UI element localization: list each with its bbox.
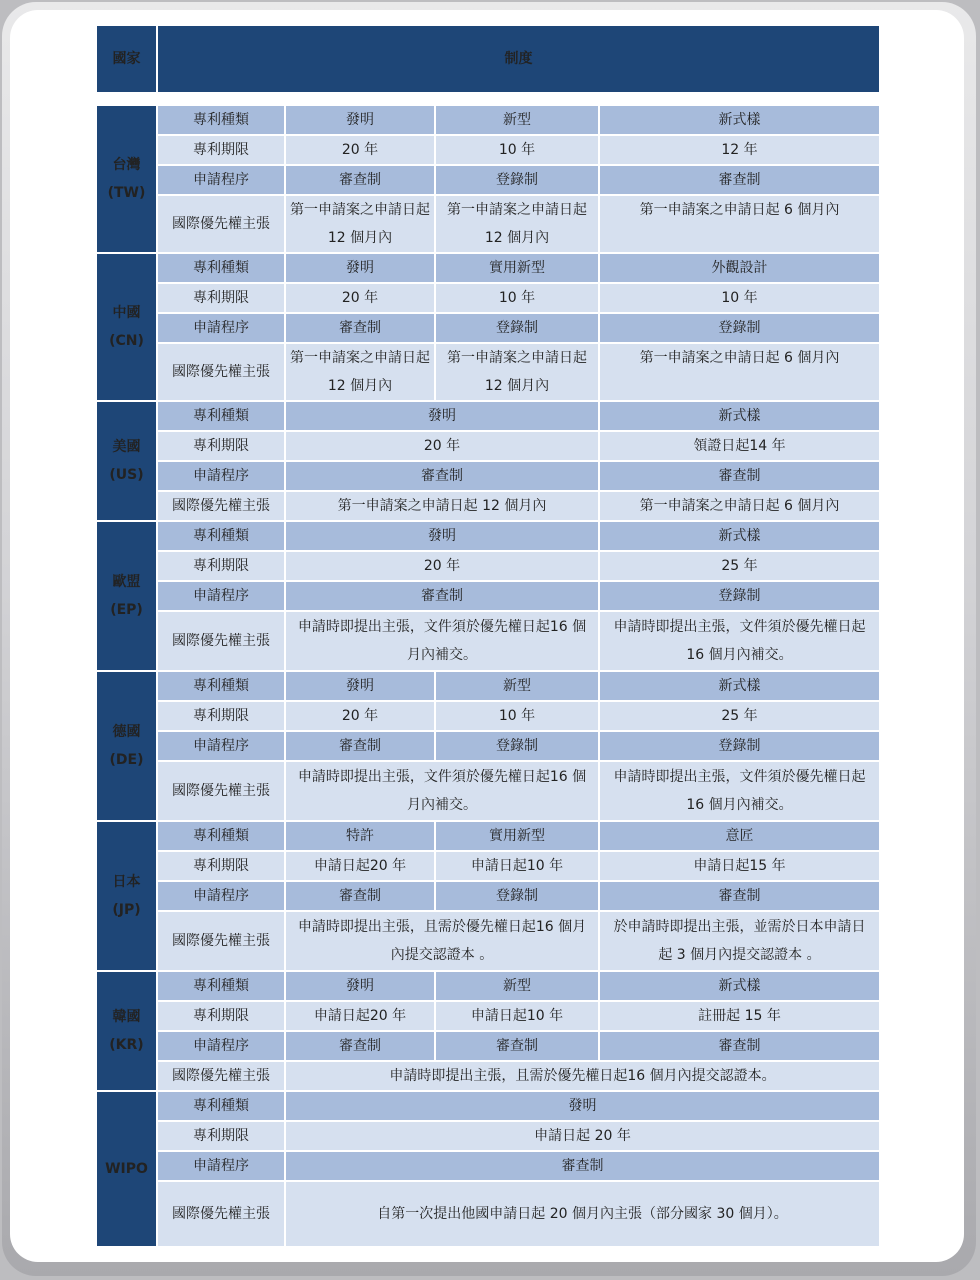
country-cell-tw (97, 106, 158, 254)
country-cell-cn (97, 254, 158, 402)
label-term: 專利期限 (158, 552, 286, 582)
cell-priority: 申請時即提出主張，且需於優先權日起16 個月內提交認證本。 (286, 1062, 881, 1092)
cell-procedure: 登錄制 (436, 314, 600, 344)
cell-term: 25 年 (600, 552, 881, 582)
cell-procedure: 審查制 (286, 462, 600, 492)
cell-type: 新式樣 (600, 402, 881, 432)
country-name: 歐盟 (112, 574, 141, 590)
cell-procedure: 審查制 (286, 1032, 436, 1062)
cell-priority: 自第一次提出他國申請日起 20 個月內主張（部分國家 30 個月）。 (286, 1182, 881, 1248)
header-country: 國家 (97, 26, 158, 94)
label-type: 專利種類 (158, 254, 286, 284)
country-code: (KR) (109, 1037, 144, 1053)
cell-term: 申請日起15 年 (600, 852, 881, 882)
cell-term: 申請日起10 年 (436, 852, 600, 882)
label-type: 專利種類 (158, 1092, 286, 1122)
label-priority: 國際優先權主張 (158, 612, 286, 672)
label-type: 專利種類 (158, 972, 286, 1002)
country-code: (CN) (109, 333, 144, 349)
cell-procedure: 審查制 (600, 462, 881, 492)
label-procedure: 申請程序 (158, 732, 286, 762)
country-cell-us (97, 402, 158, 522)
label-priority: 國際優先權主張 (158, 492, 286, 522)
patent-system-table (97, 26, 881, 1248)
country-name: 美國 (112, 439, 141, 455)
cell-type: 發明 (286, 402, 600, 432)
cell-priority: 第一申請案之申請日起 12 個月內 (286, 196, 436, 254)
cell-priority: 第一申請案之申請日起 12 個月內 (286, 492, 600, 522)
label-procedure: 申請程序 (158, 1152, 286, 1182)
label-term: 專利期限 (158, 702, 286, 732)
country-code: (US) (109, 467, 144, 483)
cell-procedure: 登錄制 (436, 732, 600, 762)
cell-type: 發明 (286, 972, 436, 1002)
country-cell-wipo (97, 1092, 158, 1248)
country-name: 德國 (112, 724, 141, 740)
cell-procedure: 審查制 (286, 582, 600, 612)
cell-term: 20 年 (286, 702, 436, 732)
label-procedure: 申請程序 (158, 1032, 286, 1062)
cell-priority: 第一申請案之申請日起 12 個月內 (286, 344, 436, 402)
cell-procedure: 登錄制 (600, 732, 881, 762)
label-priority: 國際優先權主張 (158, 196, 286, 254)
country-cell-ep (97, 522, 158, 672)
country-name: WIPO (105, 1161, 148, 1177)
label-priority: 國際優先權主張 (158, 1062, 286, 1092)
cell-term: 申請日起10 年 (436, 1002, 600, 1032)
cell-type: 新型 (436, 972, 600, 1002)
label-term: 專利期限 (158, 1002, 286, 1032)
cell-type: 意匠 (600, 822, 881, 852)
cell-type: 新式樣 (600, 972, 881, 1002)
cell-term: 註冊起 15 年 (600, 1002, 881, 1032)
cell-priority: 於申請時即提出主張，並需於日本申請日起 3 個月內提交認證本 。 (600, 912, 881, 972)
label-procedure: 申請程序 (158, 462, 286, 492)
cell-procedure: 登錄制 (436, 166, 600, 196)
cell-term: 領證日起14 年 (600, 432, 881, 462)
cell-type: 新式樣 (600, 672, 881, 702)
cell-type: 發明 (286, 106, 436, 136)
cell-term: 10 年 (436, 284, 600, 314)
cell-priority: 第一申請案之申請日起 12 個月內 (436, 196, 600, 254)
cell-priority: 申請時即提出主張，文件須於優先權日起16 個月內補交。 (286, 612, 600, 672)
cell-procedure: 審查制 (600, 166, 881, 196)
label-priority: 國際優先權主張 (158, 344, 286, 402)
cell-priority: 第一申請案之申請日起 12 個月內 (436, 344, 600, 402)
cell-type: 發明 (286, 522, 600, 552)
cell-procedure: 審查制 (286, 166, 436, 196)
cell-procedure: 審查制 (286, 314, 436, 344)
cell-term: 12 年 (600, 136, 881, 166)
cell-priority: 第一申請案之申請日起 6 個月內 (600, 492, 881, 522)
cell-type: 新型 (436, 672, 600, 702)
cell-priority: 申請時即提出主張，文件須於優先權日起 16 個月內補交。 (600, 762, 881, 822)
cell-term: 20 年 (286, 284, 436, 314)
cell-procedure: 審查制 (286, 882, 436, 912)
cell-procedure: 審查制 (600, 1032, 881, 1062)
country-name: 中國 (112, 305, 141, 321)
cell-type: 外觀設計 (600, 254, 881, 284)
country-code: (JP) (112, 902, 141, 918)
cell-term: 20 年 (286, 432, 600, 462)
cell-term: 10 年 (436, 702, 600, 732)
cell-term: 10 年 (436, 136, 600, 166)
cell-priority: 第一申請案之申請日起 6 個月內 (600, 196, 881, 254)
cell-priority: 第一申請案之申請日起 6 個月內 (600, 344, 881, 402)
cell-type: 新式樣 (600, 522, 881, 552)
header-system: 制度 (158, 26, 881, 94)
country-code: (EP) (110, 602, 143, 618)
cell-procedure: 審查制 (286, 732, 436, 762)
cell-term: 20 年 (286, 552, 600, 582)
cell-term: 申請日起20 年 (286, 852, 436, 882)
label-procedure: 申請程序 (158, 314, 286, 344)
cell-procedure: 登錄制 (600, 582, 881, 612)
cell-type: 發明 (286, 254, 436, 284)
cell-type: 特許 (286, 822, 436, 852)
country-cell-jp (97, 822, 158, 972)
country-code: (TW) (107, 185, 146, 201)
cell-priority: 申請時即提出主張，文件須於優先權日起16 個月內補交。 (286, 762, 600, 822)
cell-type: 實用新型 (436, 822, 600, 852)
cell-priority: 申請時即提出主張，文件須於優先權日起 16 個月內補交。 (600, 612, 881, 672)
cell-procedure: 審查制 (286, 1152, 881, 1182)
cell-procedure: 審查制 (600, 882, 881, 912)
country-name: 日本 (112, 874, 141, 890)
label-term: 專利期限 (158, 1122, 286, 1152)
country-name: 韓國 (112, 1009, 141, 1025)
cell-priority: 申請時即提出主張，且需於優先權日起16 個月內提交認證本 。 (286, 912, 600, 972)
cell-type: 實用新型 (436, 254, 600, 284)
label-type: 專利種類 (158, 522, 286, 552)
cell-term: 申請日起20 年 (286, 1002, 436, 1032)
cell-procedure: 登錄制 (436, 882, 600, 912)
label-type: 專利種類 (158, 106, 286, 136)
label-priority: 國際優先權主張 (158, 1182, 286, 1248)
label-procedure: 申請程序 (158, 582, 286, 612)
label-term: 專利期限 (158, 432, 286, 462)
cell-term: 25 年 (600, 702, 881, 732)
cell-term: 10 年 (600, 284, 881, 314)
label-term: 專利期限 (158, 852, 286, 882)
label-priority: 國際優先權主張 (158, 912, 286, 972)
cell-type: 新型 (436, 106, 600, 136)
cell-procedure: 審查制 (436, 1032, 600, 1062)
label-priority: 國際優先權主張 (158, 762, 286, 822)
spacer (97, 94, 881, 106)
label-procedure: 申請程序 (158, 166, 286, 196)
cell-term: 20 年 (286, 136, 436, 166)
label-term: 專利期限 (158, 284, 286, 314)
cell-type: 發明 (286, 672, 436, 702)
label-term: 專利期限 (158, 136, 286, 166)
label-type: 專利種類 (158, 672, 286, 702)
country-code: (DE) (109, 752, 144, 768)
country-cell-de (97, 672, 158, 822)
cell-procedure: 登錄制 (600, 314, 881, 344)
cell-type: 發明 (286, 1092, 881, 1122)
label-procedure: 申請程序 (158, 882, 286, 912)
cell-type: 新式樣 (600, 106, 881, 136)
label-type: 專利種類 (158, 822, 286, 852)
country-cell-kr (97, 972, 158, 1092)
country-name: 台灣 (112, 157, 141, 173)
cell-term: 申請日起 20 年 (286, 1122, 881, 1152)
label-type: 專利種類 (158, 402, 286, 432)
